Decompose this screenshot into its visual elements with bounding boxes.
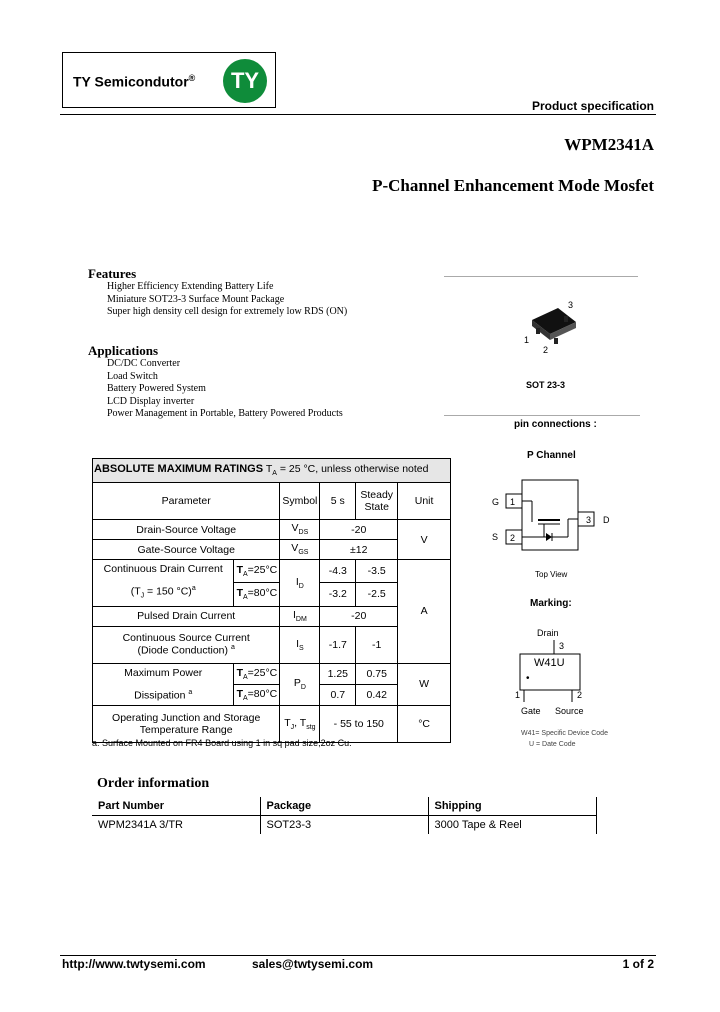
marking-note-date: U = Date Code bbox=[529, 741, 576, 748]
marking-pin2: 2 bbox=[577, 690, 583, 700]
gate-label: Gate bbox=[521, 706, 541, 716]
part-number: WPM2341A bbox=[564, 135, 654, 154]
list-item: Power Management in Portable, Battery Powered Products bbox=[107, 408, 343, 419]
email-link[interactable]: sales@twtysemi.com bbox=[252, 957, 374, 971]
page-number: 1 of 2 bbox=[622, 957, 654, 971]
pin-g-label: G bbox=[492, 497, 500, 507]
pin-s-label: S bbox=[492, 532, 499, 542]
marking-pin1: 1 bbox=[515, 690, 521, 700]
col-header-part: Part Number bbox=[92, 797, 260, 816]
sot23-package-icon bbox=[518, 298, 588, 356]
unit-watts: W bbox=[398, 663, 451, 706]
company-logo bbox=[62, 52, 276, 108]
top-view-label: Top View bbox=[535, 570, 568, 579]
package-name: SOT 23-3 bbox=[526, 380, 566, 390]
table-row: WPM2341A 3/TR SOT23-3 3000 Tape & Reel bbox=[92, 816, 596, 835]
marking-pin3: 3 bbox=[559, 641, 565, 651]
col-header-symbol: Symbol bbox=[280, 483, 320, 520]
company-name: TY Semicondutor® bbox=[73, 73, 196, 90]
pin2-label: 2 bbox=[543, 345, 549, 355]
list-item: DC/DC Converter bbox=[107, 358, 181, 369]
col-header-package: Package bbox=[260, 797, 428, 816]
marking-title: Marking: bbox=[530, 598, 572, 609]
pin1-label: 1 bbox=[524, 335, 530, 345]
features-list bbox=[107, 281, 347, 319]
applications-list bbox=[107, 358, 343, 421]
table-row: Continuous Source Current (Diode Conduction) $^a$ $I_S$ -1.7 -1 bbox=[93, 626, 451, 663]
applications-title: Applications bbox=[88, 343, 159, 358]
doc-type: Product specification bbox=[531, 99, 654, 113]
pin-diagram bbox=[488, 476, 618, 556]
pin-connections-title: pin connections : bbox=[514, 419, 597, 430]
list-item: Super high density cell design for extremely low RDS (ON) bbox=[107, 306, 348, 317]
source-label: Source bbox=[555, 706, 584, 716]
table-row: Maximum Power Dissipation $^a$ $T_A=25^\circ C$ $P_D$ 1.25 0.75 W bbox=[93, 663, 451, 684]
pin-s-number: 2 bbox=[510, 533, 516, 543]
list-item: LCD Display inverter bbox=[107, 395, 195, 407]
drain-label: Drain bbox=[537, 628, 559, 638]
ratings-table bbox=[92, 458, 451, 743]
website-link[interactable]: http://www.twtysemi.com bbox=[62, 957, 206, 971]
list-item: Battery Powered System bbox=[107, 383, 206, 394]
col-header-shipping: Shipping bbox=[428, 797, 596, 816]
channel-label: P Channel bbox=[527, 450, 576, 461]
table-row: $T_A=80^\circ C$ -3.2 -2.5 bbox=[93, 583, 451, 606]
divider bbox=[444, 415, 640, 416]
order-title: Order information bbox=[97, 776, 210, 791]
table-row: Continuous Drain Current ($T_J = 150$ °C)$^a$ $T_A=25^\circ C$ $I_D$ -4.3 -3.5 A bbox=[93, 560, 451, 583]
pin-d-number: 3 bbox=[586, 515, 592, 525]
list-item: Load Switch bbox=[107, 370, 158, 382]
unit-amps: A bbox=[398, 560, 451, 664]
table-row: $T_A=80^\circ C$ 0.7 0.42 bbox=[93, 684, 451, 705]
page-title: P-Channel Enhancement Mode Mosfet bbox=[372, 176, 654, 195]
table-row: Drain-Source Voltage $V_{DS}$ -20 V bbox=[93, 520, 451, 540]
logo-emblem: TY bbox=[223, 59, 267, 103]
unit-celsius: °C bbox=[398, 706, 451, 743]
pin1-dot: • bbox=[526, 673, 530, 684]
order-table bbox=[92, 797, 597, 834]
col-header-parameter: Parameter bbox=[93, 483, 280, 520]
col-header-steady: Steady State bbox=[356, 483, 398, 520]
footnote: a. Surface Mounted on FR4 Board using 1 in sq pad size,2oz Cu. bbox=[92, 738, 352, 748]
header-divider bbox=[60, 114, 656, 115]
unit-volts: V bbox=[398, 520, 451, 560]
marking-note-code: W41= Specific Device Code bbox=[521, 730, 608, 737]
list-item: Higher Efficiency Extending Battery Life bbox=[107, 281, 274, 292]
list-item: Miniature SOT23-3 Surface Mount Package bbox=[107, 293, 285, 305]
marking-code: W41U bbox=[534, 657, 565, 669]
pin-g-number: 1 bbox=[510, 497, 516, 507]
col-header-unit: Unit bbox=[398, 483, 451, 520]
pin-d-label: D bbox=[603, 515, 610, 525]
pin3-label: 3 bbox=[568, 300, 574, 310]
table-row: Pulsed Drain Current $I_{DM}$ -20 bbox=[93, 606, 451, 626]
ratings-header: ABSOLUTE MAXIMUM RATINGS $T_A = 25$ °C, unless otherwise noted bbox=[93, 459, 451, 483]
col-header-5s: 5 s bbox=[320, 483, 356, 520]
divider bbox=[444, 276, 638, 277]
footer-divider bbox=[60, 955, 656, 956]
table-row: Gate-Source Voltage $V_{GS}$ ±12 bbox=[93, 540, 451, 560]
features-title: Features bbox=[88, 266, 137, 281]
table-row: Operating Junction and Storage Temperature Range $T_J$, $T_{stg}$ - 55 to 150 °C bbox=[93, 706, 451, 743]
